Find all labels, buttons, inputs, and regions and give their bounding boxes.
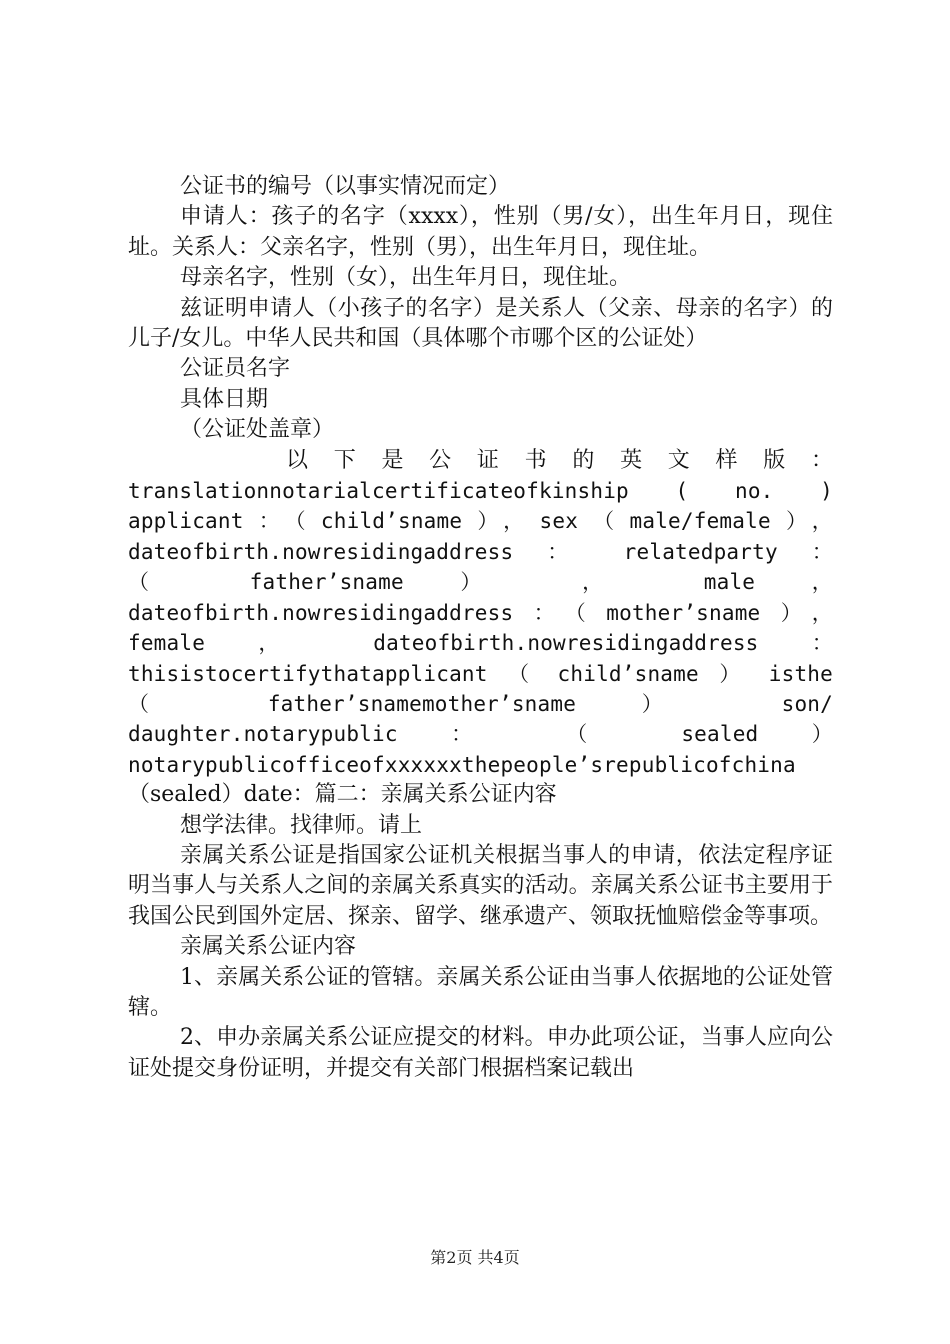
- applicant-paragraph: 申请人：孩子的名字（xxxx），性别（男/女），出生年月日，现住址。关系人：父亲名字，性别（男），出生年月日，现住址。: [128, 204, 833, 260]
- english-line: dateofbirth.nowresidingaddress ： relatedparty ：: [128, 539, 833, 564]
- page-number-footer: 第2页 共4页: [430, 1248, 520, 1267]
- english-line: translationnotarialcertificateofkinship ( no. ): [128, 479, 833, 504]
- seal-paragraph: （公证处盖章）: [180, 417, 335, 443]
- certify-paragraph: 兹证明申请人（小孩子的名字）是关系人（父亲、母亲的名字）的儿子/女儿。中华人民共和国（具体哪个市哪个区的公证处）: [128, 295, 833, 352]
- english-line: thisistocertifythatapplicant （ child’sname ） isthe: [128, 661, 833, 686]
- definition-paragraph: 亲属关系公证是指国家公证机关根据当事人的申请，依法定程序证明当事人与关系人之间的亲属关系真实的活动。亲属关系公证书主要用于我国公民到国外定居、探亲、留学、继承遗产、领取抚恤赔偿金等事项。: [128, 842, 833, 929]
- date-paragraph: 具体日期: [180, 386, 269, 412]
- section-two-line: （sealed）date：篇二：亲属关系公证内容: [128, 782, 557, 808]
- law-ad-paragraph: 想学法律。找律师。请上: [180, 812, 423, 838]
- english-line: （ father’snamemother’sname ） son/: [128, 691, 833, 716]
- english-line: applicant：（child’sname），sex（male/female），: [128, 509, 833, 534]
- mother-paragraph: 母亲名字，性别（女），出生年月日，现住址。: [180, 265, 632, 291]
- content-heading: 亲属关系公证内容: [180, 934, 357, 960]
- english-line: notarypublicofficeofxxxxxxthepeople’srepublicofchina: [128, 752, 796, 777]
- notary-name-paragraph: 公证员名字: [180, 356, 291, 382]
- english-line: female ， dateofbirth.nowresidingaddress ：: [128, 631, 833, 656]
- english-line: （ father’sname ） ， male ，: [128, 570, 833, 595]
- document-body: [128, 172, 833, 1084]
- english-sample-block: [128, 476, 833, 780]
- english-line: daughter.notarypublic ： （ sealed ）: [128, 722, 833, 747]
- jurisdiction-paragraph: 1、亲属关系公证的管辖。亲属关系公证由当事人依据地的公证处管辖。: [128, 964, 833, 1020]
- materials-paragraph: 2、申办亲属关系公证应提交的材料。申办此项公证，当事人应向公证处提交身份证明，并提交有关部门根据档案记载出: [128, 1025, 833, 1081]
- english-heading: 以下是公证书的英文样版：: [286, 447, 833, 473]
- english-line: dateofbirth.nowresidingaddress：（mother’sname），: [128, 600, 833, 625]
- certificate-number-paragraph: 公证书的编号（以事实情况而定）: [180, 174, 511, 199]
